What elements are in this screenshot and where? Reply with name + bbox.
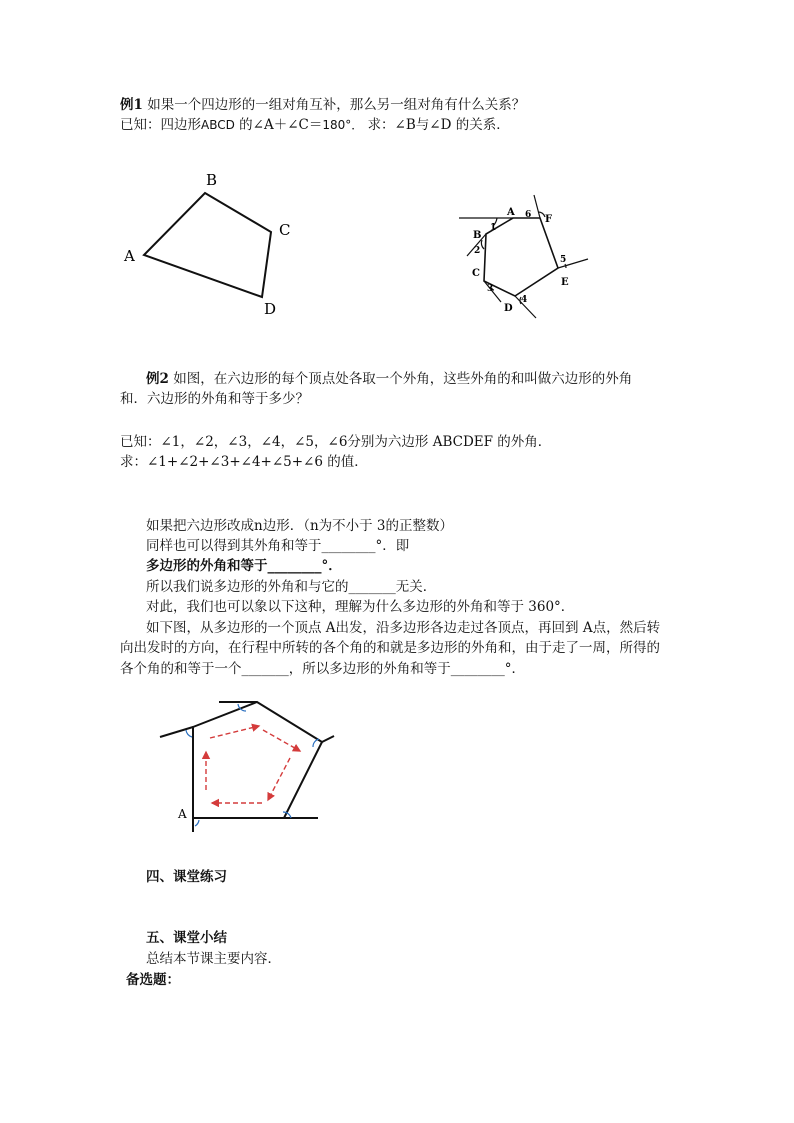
- fig2-label-C: C: [472, 268, 480, 279]
- p6-a: 各个角的和等于一个: [120, 661, 242, 677]
- walk-arrow-2: [210, 726, 259, 738]
- given2-line1: 已知：∠1，∠2，∠3，∠4，∠5，∠6分别为六边形 ABCDEF 的外角．: [120, 434, 552, 450]
- fig2-angle-5: 5: [560, 255, 567, 265]
- given-find: 求：∠B与∠D: [367, 117, 452, 133]
- section-5-text: 总结本节课主要内容．: [146, 951, 281, 967]
- p3-blank: ________: [267, 558, 322, 574]
- fig2-label-D: D: [504, 303, 513, 314]
- given-deg: 180°．: [322, 118, 364, 132]
- fig1-label-D: D: [264, 300, 277, 318]
- fig2-angle-3: 3: [487, 284, 494, 294]
- section-4-heading: 四、课堂练习: [146, 869, 227, 885]
- walk-polygon-shape: [193, 702, 322, 818]
- fig2-label-E: E: [561, 277, 569, 288]
- p2-b: °．即: [375, 538, 410, 554]
- example1-question: 如果一个四边形的一组对角互补，那么另一组对角有什么关系？: [147, 97, 526, 113]
- p2-blank: ________: [321, 538, 376, 554]
- body-p5: 对此，我们也可以象以下这种，理解为什么多边形的外角和等于 360°．: [146, 599, 575, 615]
- given-abcd: ABCD: [201, 118, 235, 132]
- section-5-heading: 五、课堂小结: [146, 930, 227, 946]
- example2-text-2: 和．六边形的外角和等于多少？: [120, 391, 309, 407]
- fig3-label-A: A: [178, 807, 187, 821]
- p6-b: ，所以多边形的外角和等于: [288, 661, 451, 677]
- p4-blank: _______: [348, 579, 396, 595]
- fig2-angle-1: 1: [490, 223, 497, 233]
- fig2-angle-2: 2: [474, 246, 481, 256]
- fig2-label-A: A: [507, 207, 515, 218]
- p3-a: 多边形的外角和等于: [146, 558, 268, 574]
- given-mid: 的∠A＋∠C＝: [239, 117, 323, 133]
- fig1-label-A: A: [124, 247, 135, 265]
- fig2-label-B: B: [473, 230, 482, 241]
- p6-blank2: ________: [450, 661, 505, 677]
- given-prefix: 已知：四边形: [120, 117, 201, 133]
- fig2-angle-4: 4: [521, 295, 528, 305]
- fig2-angle-6: 6: [525, 210, 532, 220]
- p2-a: 同样也可以得到其外角和等于: [146, 538, 322, 554]
- body-p6-line2: 向出发时的方向，在行程中所转的各个角的和就是多边形的外角和，由于走了一周，所得的: [120, 640, 660, 656]
- p4-a: 所以我们说多边形的外角和与它的: [146, 579, 349, 595]
- walk-angle-A: [195, 820, 199, 826]
- given-end: 的关系．: [455, 117, 510, 133]
- p4-b: 无关．: [395, 579, 437, 595]
- example2-label: 例2: [146, 371, 169, 387]
- example2-text-1: 如图，在六边形的每个顶点处各取一个外角，这些外角的和叫做六边形的外角: [173, 371, 633, 387]
- walk-arrow-3: [263, 730, 300, 751]
- p6-blank1: _______: [241, 661, 289, 677]
- backup-heading: 备选题：: [126, 972, 180, 988]
- body-p1: 如果把六边形改成n边形．（n为不小于 3的正整数）: [146, 518, 454, 534]
- fig1-label-C: C: [279, 221, 291, 239]
- walk-ext-3: [322, 736, 334, 742]
- p3-b: °．: [321, 558, 342, 574]
- p6-c: °．: [504, 661, 525, 677]
- body-p6-line1: 如下图，从多边形的一个顶点 A出发，沿多边形各边走过各顶点，再回到 A点，然后转: [146, 620, 661, 636]
- fig2-label-F: F: [545, 214, 553, 225]
- fig1-label-B: B: [206, 171, 218, 189]
- example1-label: 例1: [120, 97, 143, 113]
- given2-line2: 求：∠1+∠2+∠3+∠4+∠5+∠6 的值．: [120, 454, 368, 470]
- walk-angle-1: [186, 730, 192, 737]
- walk-arrow-4: [268, 758, 290, 800]
